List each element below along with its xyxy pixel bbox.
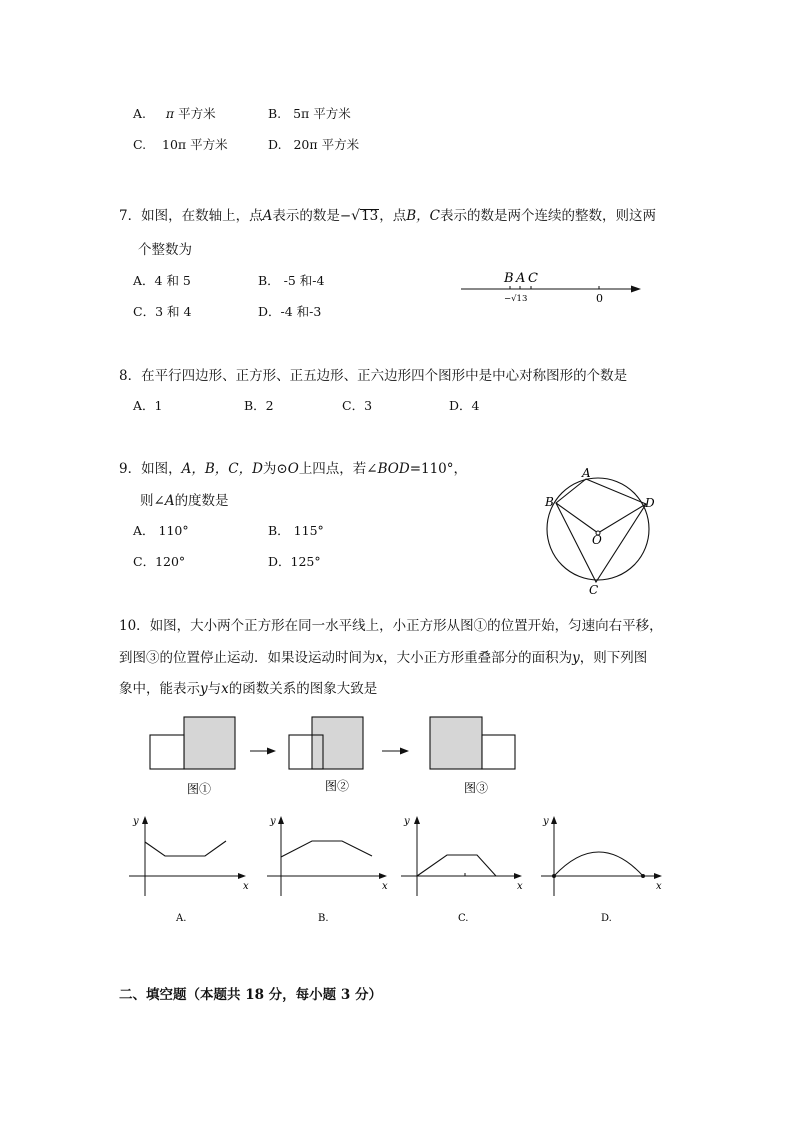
q7-option-b: B． -5 和-4 [258,273,325,288]
arrow-up-icon [414,816,420,824]
label-c: C [528,271,538,286]
small-square-3 [482,735,515,769]
variable-y: y [200,681,208,697]
large-square-2 [312,717,363,769]
segment-od [598,504,646,533]
arrow-right-icon [379,873,387,879]
graph-d [541,816,662,924]
circle-figure [535,466,665,598]
option-text: 平方米 [178,106,216,121]
option-coef: π [165,106,175,121]
q8-option-b: B．2 [244,398,274,413]
y-label: y [270,816,276,827]
large-square-1 [184,717,235,769]
q7-stem-line1 [119,204,656,224]
caption-figure-1: 图① [187,782,212,796]
question-number: 7． [119,208,142,224]
option-coef: 20π [293,137,318,152]
graph-d-label: D. [601,913,612,924]
caption-figure-2: 图② [325,779,350,793]
stem-text: 如图，大小两个正方形在同一水平线上，小正方形从图①的位置开始，匀速向右平移， [149,618,663,634]
label-d: D [645,496,655,510]
q6-option-b [268,104,351,122]
q8-option-d: D．4 [449,398,480,413]
graph-a-label: A. [176,913,187,924]
section-heading: 二、填空题（本题共 18 分，每小题 3 分） [119,987,382,1003]
q6-option-a [133,104,216,122]
graph-options-figure [125,810,670,928]
label-zero: 0 [596,292,603,305]
label-c: C [589,583,599,597]
minus-sign: − [339,208,352,224]
stem-text: ，则下列图 [579,650,648,666]
label-b: B [545,495,554,509]
option-text: 平方米 [321,137,360,152]
stem-text: 与 [207,681,222,697]
q7-stem-line2: 个整数为 [138,242,192,258]
arrow-right-icon [654,873,662,879]
large-square-3 [430,717,482,769]
variable-y: y [572,650,580,666]
stem-text: 在平行四边形、正方形、正五边形、正六边形四个图形中是中心对称图形的个数是 [141,368,628,384]
label-a: A [516,271,526,286]
x-label: x [656,881,662,892]
arrow-right-icon [631,286,641,293]
graph-b [267,816,388,924]
arrow-right-icon [238,873,246,879]
option-letter: D. [268,137,282,152]
point-labels: A，B，C，D [181,461,263,477]
q9-option-c: C．120° [133,554,186,569]
end-dot [641,874,645,878]
stem-text: ，点 [379,208,407,224]
radicand: 13 [361,208,379,224]
q8-option-c: C．3 [342,398,373,413]
stem-text: 的度数是 [174,493,229,509]
angle-label: A [164,493,175,509]
label-a: A [582,466,591,480]
stem-text: 上四点，若∠ [298,461,378,477]
option-text: 平方米 [190,137,228,152]
circle-o [547,478,649,580]
q7-option-c: C．3 和 4 [133,304,192,319]
label-o: O [592,533,602,547]
stem-text: 象中，能表示 [119,681,200,697]
stem-text: 表示的数是两个连续的整数，则这两 [440,208,657,224]
q10-stem-line3 [119,677,377,697]
stem-text: 到图③的位置停止运动．如果设运动时间为 [119,650,376,666]
squares-figure [140,708,530,803]
small-square-1 [150,735,184,769]
q10-stem-line2 [119,646,647,666]
stem-text: 的函数关系的图象大致是 [228,681,378,697]
stem-text: 则∠ [140,493,165,509]
stem-text: 为⊙ [262,461,288,477]
q9-option-a: A． 110° [133,523,189,538]
stem-text: ，大小正方形重叠部分的面积为 [383,650,573,666]
option-coef: 10π [162,137,187,152]
center-label: O [287,461,299,477]
label-b: B [504,271,514,286]
arrow-right-icon [514,873,522,879]
q8-stem [119,364,627,384]
q9-stem-line1 [119,457,467,477]
arrow-up-icon [278,816,284,824]
y-label: y [404,816,410,827]
q10-stem-line1 [119,614,663,634]
option-letter: C. [133,137,147,152]
q9-stem-line2 [140,489,229,509]
option-text: 平方米 [313,106,351,121]
graph-c [401,816,523,924]
q9-option-b: B． 115° [268,523,324,538]
segment-ob [556,503,598,533]
option-letter: A. [133,106,147,121]
caption-figure-3: 图③ [464,781,489,795]
q8-option-a: A．1 [133,398,163,413]
graph-b-curve [281,841,372,857]
x-label: x [382,881,388,892]
q7-option-d: D．-4 和-3 [258,304,322,319]
arrow-up-icon [142,816,148,824]
q6-option-d [268,135,359,153]
stem-text: 表示的数是 [272,208,340,224]
q9-option-d: D．125° [268,554,321,569]
x-label: x [243,881,249,892]
sqrt-icon: √ [351,208,361,224]
point-labels: B，C [406,208,441,224]
stem-text: 如图，在数轴上，点 [141,208,263,224]
number-line-figure [455,266,650,310]
graph-a [129,816,249,924]
x-label: x [517,881,523,892]
stem-text: =110°， [409,461,468,477]
graph-c-curve [417,855,496,876]
q6-option-c [133,135,228,153]
graph-c-label: C. [458,913,469,924]
arrow-right-icon [267,748,276,755]
option-letter: B. [268,106,282,121]
question-number: 9． [119,461,142,477]
variable-x: x [221,681,229,697]
question-number: 10． [119,618,150,634]
option-coef: 5π [293,106,310,121]
graph-a-curve [145,841,226,856]
arrow-right-icon [400,748,409,755]
graph-b-label: B. [318,913,329,924]
variable-x: x [375,650,384,666]
y-label: y [133,816,139,827]
point-label: A [262,208,273,224]
stem-text: 如图， [141,461,182,477]
y-label: y [543,816,549,827]
origin-dot [552,874,556,878]
question-number: 8． [119,368,142,384]
graph-d-curve [554,852,643,876]
arrow-up-icon [551,816,557,824]
q7-option-a: A．4 和 5 [133,273,191,288]
angle-label: BOD [377,461,410,477]
label-neg-sqrt13: −√13 [504,294,528,304]
